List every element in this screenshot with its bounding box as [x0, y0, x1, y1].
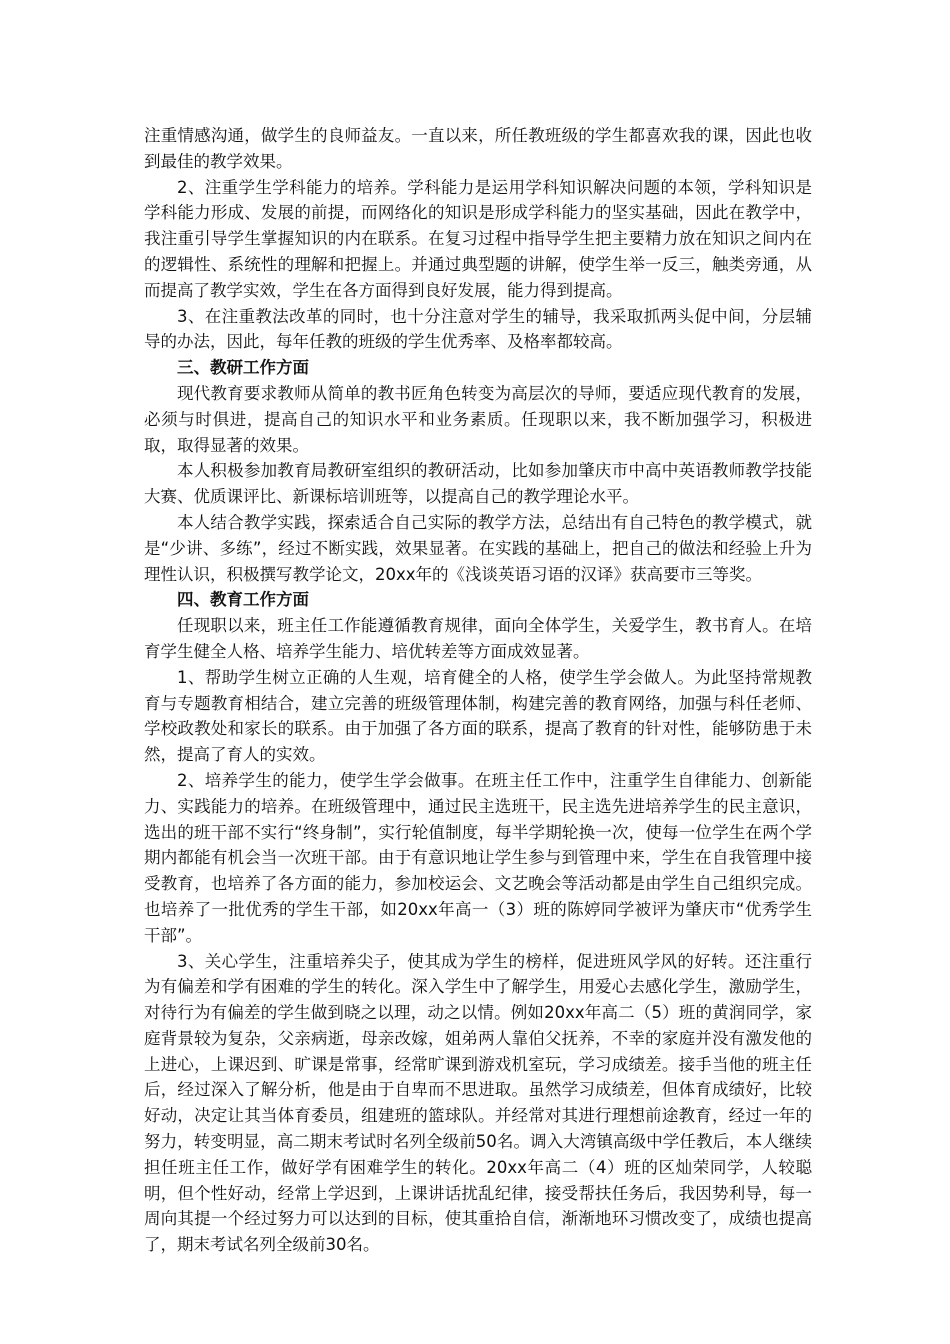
- paragraph-teaching-model: 本人结合教学实践，探索适合自己实际的教学方法，总结出有自己特色的教学模式，就是“少讲、多练”，经过不断实践，效果显著。在实践的基础上，把自己的做法和经验上升为理性认识，积极撰写教学论文，20xx年的《浅谈英语习语的汉译》获高要市三等奖。: [144, 512, 812, 584]
- paragraph-modern-education: 现代教育要求教师从简单的教书匠角色转变为高层次的导师，要适应现代教育的发展，必须与时俱进，提高自己的知识水平和业务素质。任现职以来，我不断加强学习，积极进取，取得显著的效果。: [144, 383, 812, 455]
- paragraph-caring-students: 3、关心学生，注重培养尖子，使其成为学生的榜样，促进班风学风的好转。还注重行为有偏差和学有困难的学生的转化。深入学生中了解学生，用爱心去感化学生，激励学生，对待行为有偏差的学生做到晓之以理，动之以情。例如20xx年高二（5）班的黄润同学，家庭背景较为复杂，父亲病逝，母亲改嫁，姐弟两人靠伯父抚养，不幸的家庭并没有激发他的上进心，上课迟到、旷课是常事，经常旷课到游戏机室玩，学习成绩差。接手当他的班主任后，经过深入了解分析，他是由于自卑而不思进取。虽然学习成绩差，但体育成绩好，比较好动，决定让其当体育委员，组建班的篮球队。并经常对其进行理想前途教育，经过一年的努力，转变明显，高二期末考试时名列全级前50名。调入大湾镇高级中学任教后，本人继续担任班主任工作，做好学有困难学生的转化。20xx年高二（4）班的区灿荣同学，人较聪明，但个性好动，经常上学迟到，上课讲话扰乱纪律，接受帮扶任务后，我因势利导，每一周向其提一个经过努力可以达到的目标，使其重拾自信，渐渐地环习惯改变了，成绩也提高了，期末考试名列全级前30名。: [144, 951, 812, 1255]
- paragraph-head-teacher-work: 任现职以来，班主任工作能遵循教育规律，面向全体学生，关爱学生，教书育人。在培育学生健全人格、培养学生能力、培优转差等方面成效显著。: [144, 616, 812, 661]
- paragraph-emotional-communication: 注重情感沟通，做学生的良师益友。一直以来，所任教班级的学生都喜欢我的课，因此也收到最佳的教学效果。: [144, 126, 812, 171]
- paragraph-subject-ability: 2、注重学生学科能力的培养。学科能力是运用学科知识解决问题的本领，学科知识是学科能力形成、发展的前提，而网络化的知识是形成学科能力的坚实基础，因此在教学中，我注重引导学生掌握知识的内在联系。在复习过程中指导学生把主要精力放在知识之间内在的逻辑性、系统性的理解和把握上。并通过典型题的讲解，使学生举一反三，触类旁通，从而提高了教学实效，学生在各方面得到良好发展，能力得到提高。: [144, 177, 812, 300]
- paragraph-student-ability: 2、培养学生的能力，使学生学会做事。在班主任工作中，注重学生自律能力、创新能力、实践能力的培养。在班级管理中，通过民主选班干，民主选先进培养学生的民主意识，选出的班干部不实行“终身制”，实行轮值制度，每半学期轮换一次，使每一位学生在两个学期内都能有机会当一次班干部。由于有意识地让学生参与到管理中来，学生在自我管理中接受教育，也培养了各方面的能力，参加校运会、文艺晚会等活动都是由学生自己组织完成。也培养了一批优秀的学生干部，如20xx年高一（3）班的陈婷同学被评为肇庆市“优秀学生干部”。: [144, 770, 812, 945]
- document-page: [144, 123, 812, 1258]
- paragraph-outlook-on-life: 1、帮助学生树立正确的人生观，培育健全的人格，使学生学会做人。为此坚持常规教育与专题教育相结合，建立完善的班级管理体制，构建完善的教育网络，加强与科任老师、学校政教处和家长的联系。由于加强了各方面的联系，提高了教育的针对性，能够防患于未然，提高了育人的实效。: [144, 667, 812, 765]
- paragraph-research-activities: 本人积极参加教育局教研室组织的教研活动，比如参加肇庆市中高中英语教师教学技能大赛、优质课评比、新课标培训班等，以提高自己的教学理论水平。: [144, 461, 812, 507]
- section-heading-education: 四、教育工作方面: [177, 590, 309, 610]
- paragraph-teaching-reform: 3、在注重教法改革的同时，也十分注意对学生的辅导，我采取抓两头促中间，分层辅导的办法，因此，每年任教的班级的学生优秀率、及格率都较高。: [144, 306, 812, 352]
- section-heading-research: 三、教研工作方面: [177, 358, 309, 378]
